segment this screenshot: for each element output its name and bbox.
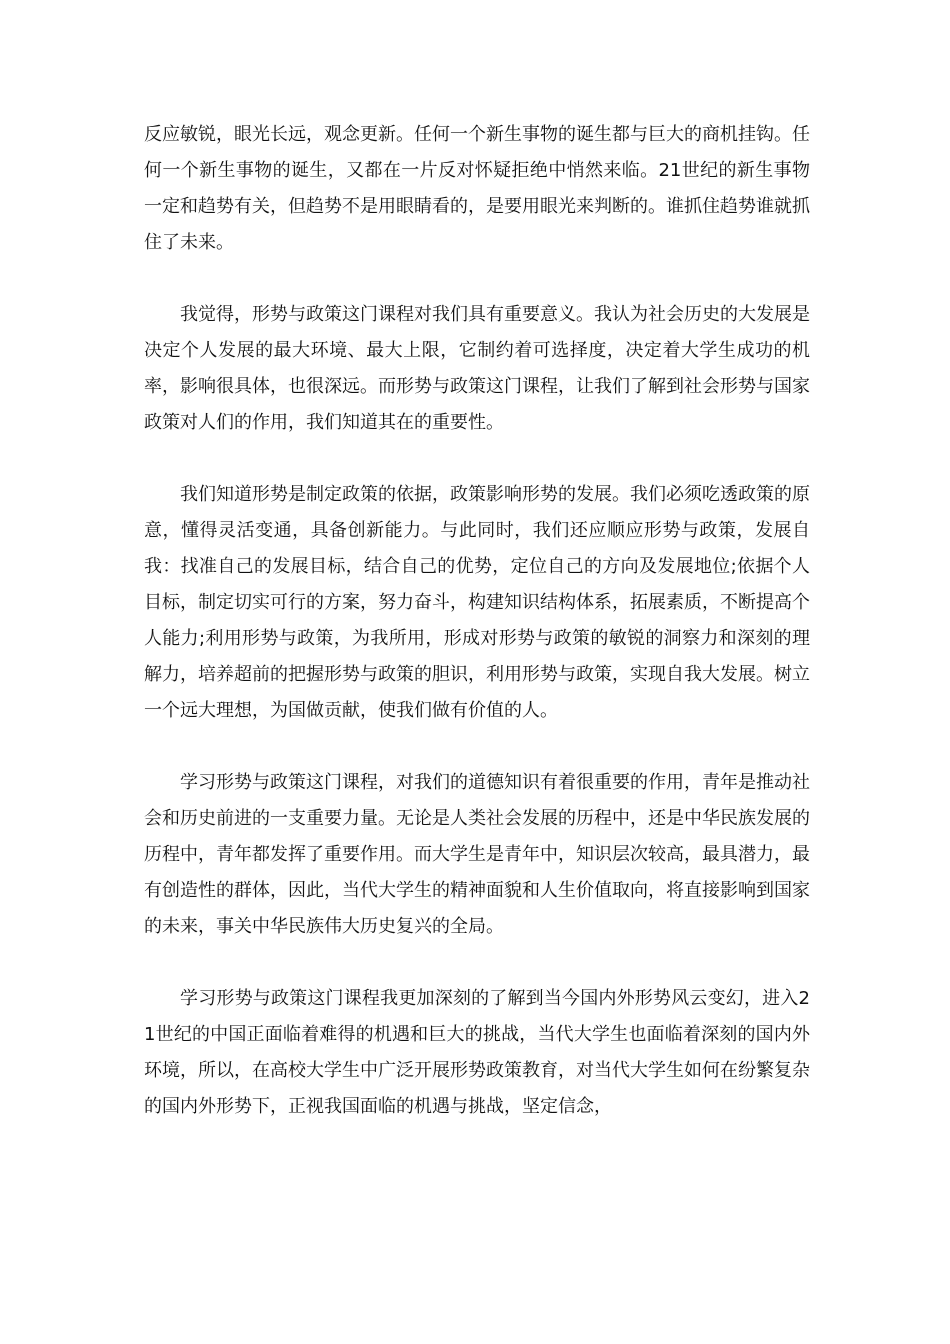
paragraph-4: 学习形势与政策这门课程，对我们的道德知识有着很重要的作用，青年是推动社会和历史前进的一支重要力量。无论是人类社会发展的历程中，还是中华民族发展的历程中，青年都发挥了重要作用。而大学生是青年中，知识层次较高，最具潜力，最有创造性的群体，因此，当代大学生的精神面貌和人生价值取向，将直接影响到国家的未来，事关中华民族伟大历史复兴的全局。 (144, 772, 810, 937)
paragraph-3: 我们知道形势是制定政策的依据，政策影响形势的发展。我们必须吃透政策的原意，懂得灵活变通，具备创新能力。与此同时，我们还应顺应形势与政策，发展自我：找准自己的发展目标，结合自己的优势，定位自己的方向及发展地位;依据个人目标，制定切实可行的方案，努力奋斗，构建知识结构体系，拓展素质，不断提高个人能力;利用形势与政策，为我所用，形成对形势与政策的敏锐的洞察力和深刻的理解力，培养超前的把握形势与政策的胆识，利用形势与政策，实现自我大发展。树立一个远大理想，为国做贡献，使我们做有价值的人。 (144, 484, 810, 721)
paragraph-5: 学习形势与政策这门课程我更加深刻的了解到当今国内外形势风云变幻，进入21世纪的中国正面临着难得的机遇和巨大的挑战，当代大学生也面临着深刻的国内外环境，所以，在高校大学生中广泛开展形势政策教育，对当代大学生如何在纷繁复杂的国内外形势下，正视我国面临的机遇与挑战，坚定信念， (144, 988, 810, 1117)
paragraph-1: 反应敏锐，眼光长远，观念更新。任何一个新生事物的诞生都与巨大的商机挂钩。任何一个新生事物的诞生，又都在一片反对怀疑拒绝中悄然来临。21世纪的新生事物一定和趋势有关，但趋势不是用眼睛看的，是要用眼光来判断的。谁抓住趋势谁就抓住了未来。 (144, 124, 810, 253)
paragraph-2: 我觉得，形势与政策这门课程对我们具有重要意义。我认为社会历史的大发展是决定个人发展的最大环境、最大上限，它制约着可选择度，决定着大学生成功的机率，影响很具体，也很深远。而形势与政策这门课程，让我们了解到社会形势与国家政策对人们的作用，我们知道其在的重要性。 (144, 304, 810, 433)
document-body (144, 117, 810, 1161)
